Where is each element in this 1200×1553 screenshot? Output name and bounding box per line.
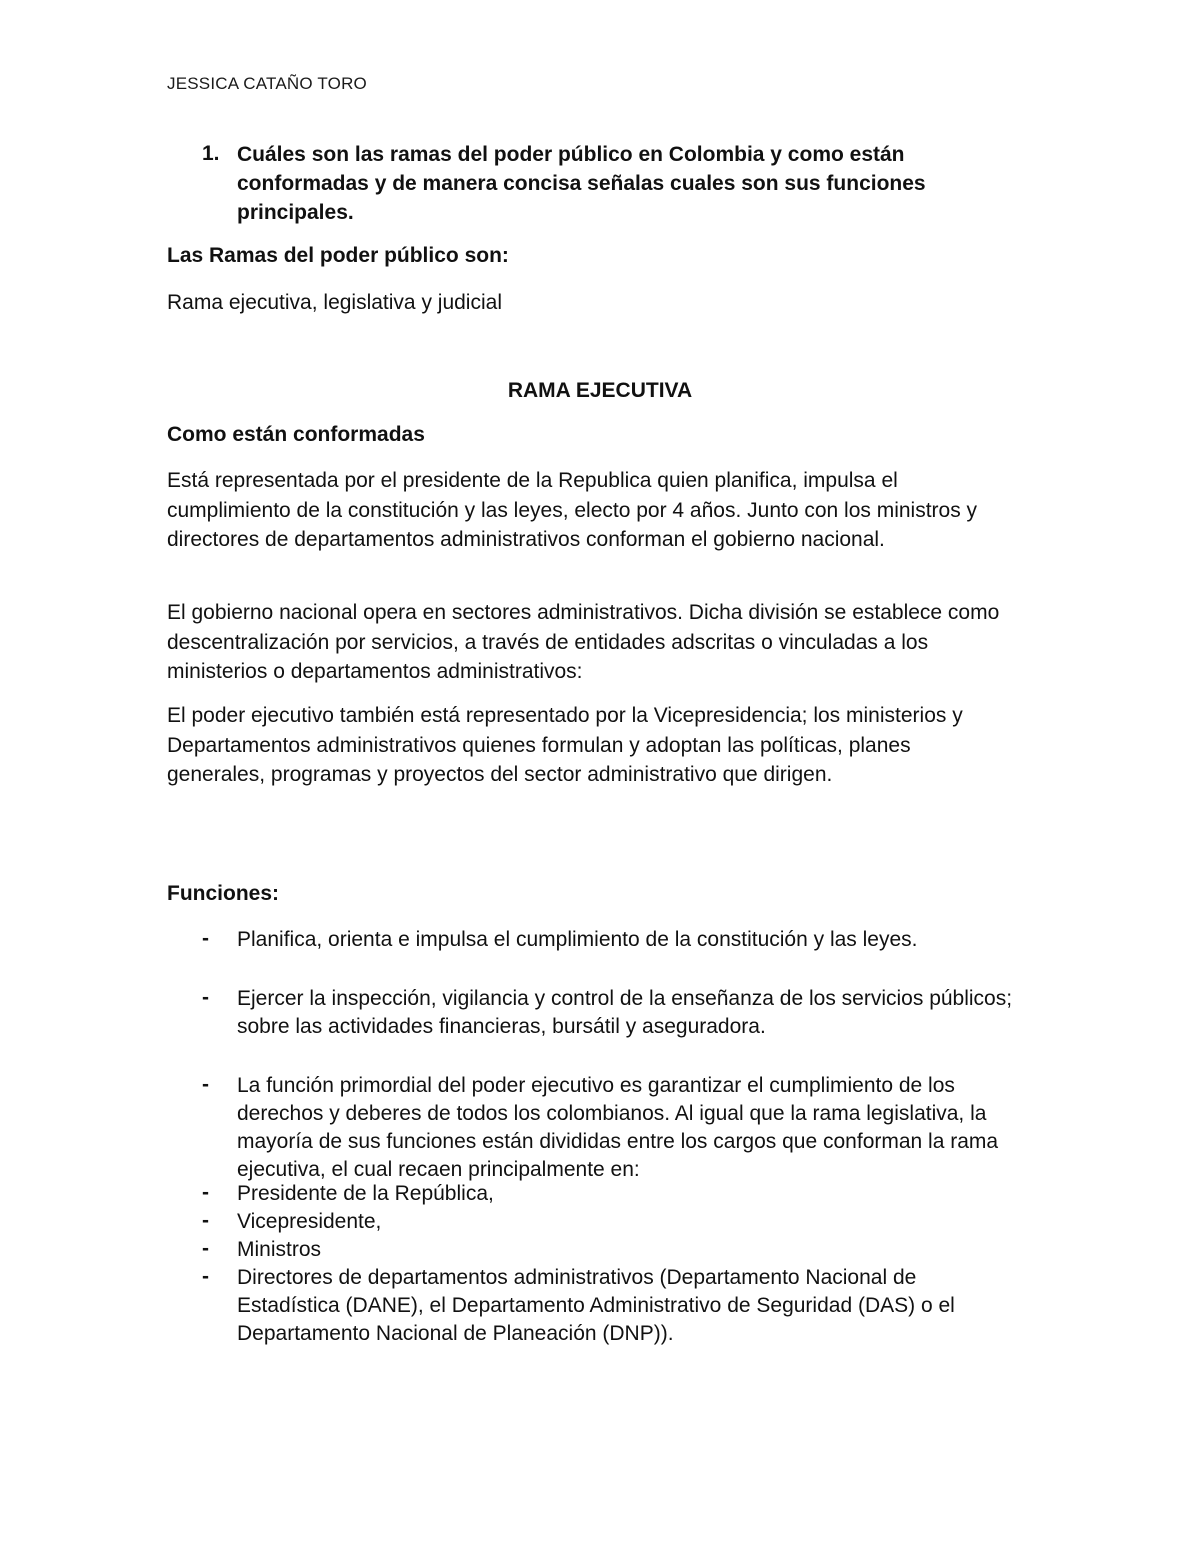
funcion-item: Presidente de la República,	[237, 1182, 494, 1205]
bullet-marker: -	[202, 1181, 209, 1204]
paragraph-1: Está representada por el presidente de la Republica quien planifica, impulsa el cumplimiento de la constitución y las leyes, electo por 4 años. Junto con los ministros y directores de departamentos administrativos conforman el gobierno nacional.	[167, 469, 978, 551]
bullet-marker: -	[202, 1237, 209, 1260]
funcion-item: Vicepresidente,	[237, 1210, 382, 1233]
section-title-rama-ejecutiva: RAMA EJECUTIVA	[507, 379, 693, 402]
bullet-marker: -	[202, 1265, 209, 1288]
funcion-item: Planifica, orienta e impulsa el cumplimiento de la constitución y las leyes.	[237, 928, 918, 951]
bullet-marker: -	[202, 986, 209, 1009]
ramas-list: Rama ejecutiva, legislativa y judicial	[167, 291, 502, 314]
funciones-heading: Funciones:	[167, 882, 280, 905]
funcion-item: Directores de departamentos administrativos (Departamento Nacional de Estadística (DANE), el Departamento Administrativo de Seguridad (DAS) o el Departamento Nacional de Planeación (DNP)).	[237, 1266, 955, 1345]
funcion-item: Ejercer la inspección, vigilancia y control de la enseñanza de los servicios públicos; sobre las actividades financieras, bursátil y aseguradora.	[237, 987, 1013, 1038]
bullet-marker: -	[202, 1209, 209, 1232]
ramas-heading: Las Ramas del poder público son:	[167, 244, 509, 267]
funcion-item: La función primordial del poder ejecutivo es garantizar el cumplimiento de los derechos y deberes de todos los colombianos. Al igual que la rama legislativa, la mayoría de sus funciones están divididas entre los cargos que conforman la rama ejecutiva, el cual recaen principalmente en:	[237, 1074, 999, 1181]
funcion-item: Ministros	[237, 1238, 322, 1261]
question-text: Cuáles son las ramas del poder público en Colombia y como están conformadas y de manera concisa señalas cuales son sus funciones principales.	[237, 143, 926, 224]
bullet-marker: -	[202, 927, 209, 950]
conformadas-subheading: Como están conformadas	[167, 423, 425, 446]
paragraph-3: El poder ejecutivo también está representado por la Vicepresidencia; los ministerios y Departamentos administrativos quienes formulan y adoptan las políticas, planes generales, programas y proyectos del sector administrativo que dirigen.	[167, 704, 963, 786]
author-header: JESSICA CATAÑO TORO	[167, 74, 367, 93]
paragraph-2: El gobierno nacional opera en sectores administrativos. Dicha división se establece como descentralización por servicios, a través de entidades adscritas o vinculadas a los ministerios o departamentos administrativos:	[167, 601, 1000, 683]
question-number: 1.	[202, 142, 220, 165]
bullet-marker: -	[202, 1073, 209, 1096]
